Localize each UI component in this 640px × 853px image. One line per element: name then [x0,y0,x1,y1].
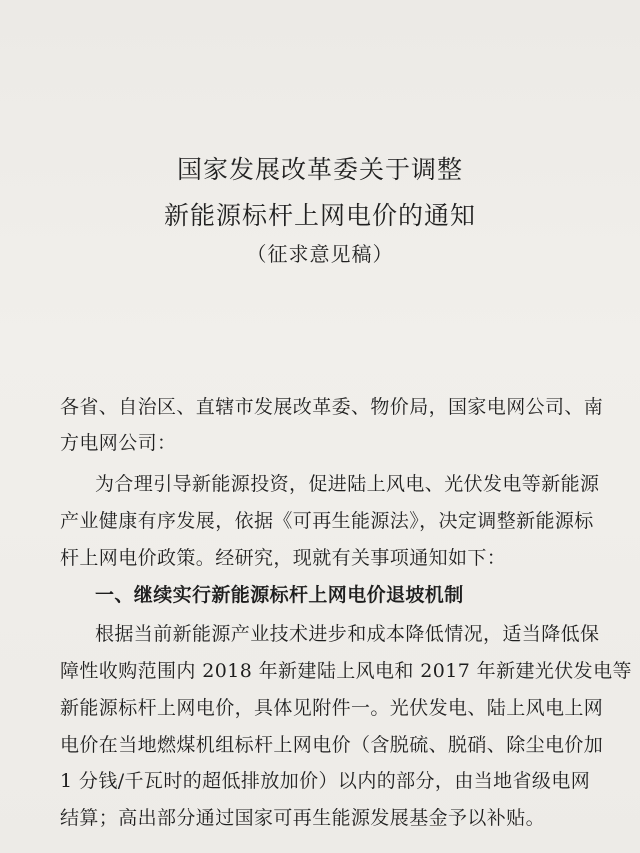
document-title-line-1: 国家发展改革委关于调整 [176,155,463,184]
paragraph-1-line-3: 杆上网电价政策。经研究，现就有关事项通知如下： [60,547,507,569]
paragraph-2-line-3: 新能源标杆上网电价，具体见附件一。光伏发电、陆上风电上网 [60,697,604,719]
document-subtitle: （征求意见稿） [246,242,394,266]
paragraph-2-line-5: 1 分钱/千瓦时的超低排放加价）以内的部分，由当地省级电网 [60,770,591,792]
addressee-line-1: 各省、自治区、直辖市发展改革委、物价局，国家电网公司、南 [60,396,604,418]
addressee-line-2: 方电网公司： [60,432,177,454]
section-heading-1: 一、继续实行新能源标杆上网电价退坡机制 [95,584,464,606]
document-title-line-2: 新能源标杆上网电价的通知 [163,201,476,230]
paragraph-2-line-1: 根据当前新能源产业技术进步和成本降低情况，适当降低保 [95,623,600,645]
paragraph-2-line-6: 结算；高出部分通过国家可再生能源发展基金予以补贴。 [60,807,546,829]
paragraph-1-line-2: 产业健康有序发展，依据《可再生能源法》，决定调整新能源标 [60,510,594,532]
paragraph-2-line-4: 电价在当地燃煤机组标杆上网电价（含脱硫、脱硝、除尘电价加 [60,734,604,756]
paragraph-1-line-1: 为合理引导新能源投资，促进陆上风电、光伏发电等新能源 [95,473,600,495]
paragraph-2-line-2: 障性收购范围内 2018 年新建陆上风电和 2017 年新建光伏发电等 [60,660,632,682]
